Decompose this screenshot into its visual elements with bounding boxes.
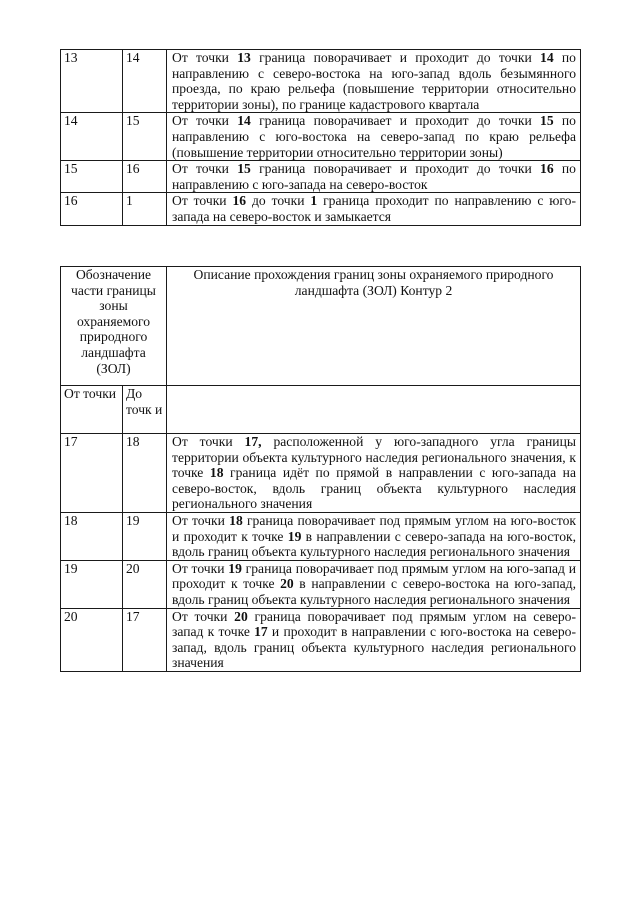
description-cell: От точки 16 до точки 1 граница проходит по направлению с юго-запада на северо-восток и замыкается bbox=[167, 193, 581, 225]
to-point-cell: 17 bbox=[123, 608, 167, 671]
description-cell: От точки 20 граница поворачивает под прямым углом на северо-запад к точке 17 и проходит в направлении с юго-востока на северо-запад, вдоль границ объекта культурного наследия регионального значения bbox=[167, 608, 581, 671]
subheader-from: От точки bbox=[61, 386, 123, 434]
boundary-table-contour-2 bbox=[60, 266, 581, 672]
table-row bbox=[61, 434, 581, 513]
from-point-cell: 16 bbox=[61, 193, 123, 225]
subheader-empty bbox=[167, 386, 581, 434]
table-row bbox=[61, 161, 581, 193]
table-row bbox=[61, 560, 581, 608]
table-subheader-row bbox=[61, 386, 581, 434]
to-point-cell: 18 bbox=[123, 434, 167, 513]
boundary-table-contour-1 bbox=[60, 49, 581, 226]
to-point-cell: 14 bbox=[123, 50, 167, 113]
to-point-cell: 1 bbox=[123, 193, 167, 225]
table-header-row bbox=[61, 267, 581, 386]
description-cell: От точки 17, расположенной у юго-западного угла границы территории объекта культурного наследия регионального значения, к точке 18 граница идёт по прямой в направлении с юго-запада на северо-восток, вдоль границ объекта культурного наследия регионального значения bbox=[167, 434, 581, 513]
subheader-to: До точк и bbox=[123, 386, 167, 434]
description-cell: От точки 14 граница поворачивает и проходит до точки 15 по направлению с юго-востока на северо-запад по краю рельефа (повышение территории относительно территории зоны) bbox=[167, 113, 581, 161]
from-point-cell: 13 bbox=[61, 50, 123, 113]
to-point-cell: 20 bbox=[123, 560, 167, 608]
header-description: Описание прохождения границ зоны охраняемого природного ландшафта (ЗОЛ) Контур 2 bbox=[167, 267, 581, 386]
to-point-cell: 16 bbox=[123, 161, 167, 193]
table-row bbox=[61, 608, 581, 671]
description-cell: От точки 13 граница поворачивает и проходит до точки 14 по направлению с северо-востока на юго-запад вдоль безымянного проезда, по краю рельефа (повышение территории относительно территории зоны), по границе кадастрового квартала bbox=[167, 50, 581, 113]
table-row bbox=[61, 113, 581, 161]
table-row bbox=[61, 50, 581, 113]
from-point-cell: 17 bbox=[61, 434, 123, 513]
from-point-cell: 18 bbox=[61, 512, 123, 560]
table-row bbox=[61, 512, 581, 560]
from-point-cell: 19 bbox=[61, 560, 123, 608]
table-row bbox=[61, 193, 581, 225]
description-cell: От точки 15 граница поворачивает и проходит до точки 16 по направлению с юго-запада на северо-восток bbox=[167, 161, 581, 193]
from-point-cell: 20 bbox=[61, 608, 123, 671]
to-point-cell: 15 bbox=[123, 113, 167, 161]
to-point-cell: 19 bbox=[123, 512, 167, 560]
description-cell: От точки 18 граница поворачивает под прямым углом на юго-восток и проходит к точке 19 в направлении с северо-запада на юго-восток, вдоль границ объекта культурного наследия регионального значения bbox=[167, 512, 581, 560]
from-point-cell: 14 bbox=[61, 113, 123, 161]
header-boundary-part: Обозначение части границы зоны охраняемого природного ландшафта (ЗОЛ) bbox=[61, 267, 167, 386]
description-cell: От точки 19 граница поворачивает под прямым углом на юго-запад и проходит к точке 20 в направлении с северо-востока на юго-запад, вдоль границ объекта культурного наследия регионального значения bbox=[167, 560, 581, 608]
from-point-cell: 15 bbox=[61, 161, 123, 193]
